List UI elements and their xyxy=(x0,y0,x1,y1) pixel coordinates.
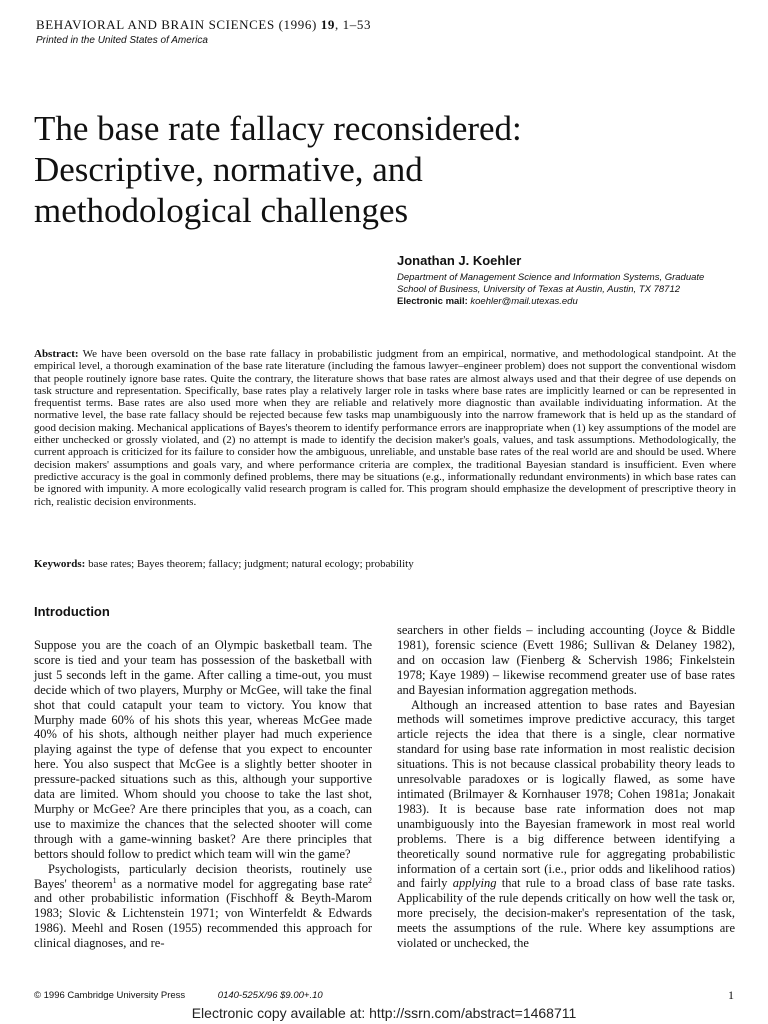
emphasis: applying xyxy=(452,876,497,891)
journal-name: BEHAVIORAL AND BRAIN SCIENCES (1996) xyxy=(36,17,317,32)
ssrn-link[interactable]: Electronic copy available at: http://ssrn.com/abstract=1468711 xyxy=(191,1005,577,1021)
keywords xyxy=(34,558,736,570)
paragraph: searchers in other fields – including accounting (Joyce & Biddle 1981), forensic science (Evett 1986; Sullivan & Delaney 1982), and on occasion law (Fienberg & Schervish 1986; Finkelstein 1978; Kaye 1989) – likewise recommend greater use of base rates and Bayesian information aggregation methods. xyxy=(397,623,735,697)
footnote-ref[interactable]: 1 xyxy=(112,875,117,885)
paragraph: Psychologists, particularly decision theorists, routinely use Bayes' theorem$^1$ as a normative model for aggregating base rate$^2$ and other probabilistic information (Fischhoff & Beyth-Marom 1983; Slovic & Lichtenstein 1971; von Winterfeldt & Edwards 1986). Meehl and Rosen (1955) recommended this approach for clinical diagnoses, and re- xyxy=(34,861,372,951)
abstract-label: Abstract: xyxy=(34,348,79,360)
page-number: 1 xyxy=(728,988,734,1002)
journal-volume: 19 xyxy=(320,17,335,32)
footnote-ref[interactable]: 2 xyxy=(368,875,372,885)
printed-note: Printed in the United States of America xyxy=(36,35,208,46)
email-label: Electronic mail: xyxy=(397,296,468,307)
copyright-text: © 1996 Cambridge University Press xyxy=(34,990,186,1001)
email-address[interactable]: koehler@mail.utexas.edu xyxy=(470,296,578,307)
title-line-3: methodological challenges xyxy=(34,191,409,230)
paragraph: Suppose you are the coach of an Olympic basketball team. The score is tied and your team has possession of the basketball with just 5 seconds left in the game. After calling a time-out, you must decide which of two players, Murphy or McGee, will take the final shot that could catapult your team to victory. You know that Murphy made 60% of his shots this year, whereas McGee made 40% of his shots, although neither player had much experience playing against the type of defense that you expect to encounter here. You also suspect that McGee is a slightly better shooter in pressure-packed situations such as this, although your supportive data are limited. Whom should you choose to take the last shot, Murphy or McGee? Are there principles that you, as a coach, can use to maximize the chances that the selected shooter will come through with a game-winning basket? Are there principles that bettors should follow to predict which team will win the game? xyxy=(34,638,372,861)
author-block xyxy=(397,253,737,308)
paragraph: Although an increased attention to base rates and Bayesian methods will sometimes improve predictive accuracy, this target article rejects the idea that there is a single, clear normative standard for using base rate information in most realistic decision situations. This is not because classical probability theory leads to unresolvable paradoxes or is logically flawed, as some have intimated (Brilmayer & Kornhauser 1978; Cohen 1981a; Jonakait 1983). It is because base rate information does not map unambiguously into the Bayesian framework in most real world problems. There is a big difference between identifying a theoretically sound normative rule for aggregating probabilistic information of a certain sort (i.e., prior odds and likelihood ratios) and fairly applying that rule to a broad class of base rate tasks. Applicability of the rule depends critically on how well the task or, more precisely, the decision-maker's representation of the task, meets the assumptions of the rule. Where key assumptions are violated or unchecked, the xyxy=(397,697,736,951)
author-affiliation-1: Department of Management Science and Information Systems, Graduate xyxy=(397,272,705,283)
abstract-text: We have been oversold on the base rate fallacy in probabilistic judgment from an empirical, normative, and methodological standpoint. At the empirical level, a thorough examination of the base rate literature (including the famous lawyer–engineer problem) does not support the conventional wisdom that people routinely ignore base rates. Quite the contrary, the literature shows that base rates are almost always used and that their degree of use depends on task structure and representation. Specifically, base rates play a relatively larger role in tasks where base rates are implicitly learned or can be represented in frequentist terms. Base rates are also used more when they are reliable and relatively more diagnostic than available individuating information. At the normative level, the base rate fallacy should be rejected because few tasks map unambiguously into the narrow framework that is held up as the standard of good decision making. Mechanical applications of Bayes's theorem to identify performance errors are inappropriate when (1) key assumptions of the model are either unchecked or grossly violated, and (2) no attempt is made to identify the decision maker's goals, values, and task assumptions. Methodologically, the current approach is criticized for its failure to consider how the ambiguous, unreliable, and unstable base rates of the real world are and should be used. Where decision makers' assumptions and goals vary, and where performance criteria are complex, the traditional Bayesian standard is insufficient. Even where predictive accuracy is the goal in commonly defined problems, there may be situations (e.g., informationally redundant environments) in which base rates can be ignored with impunity. A more ecologically valid research program is called for. This program should emphasize the development of prescriptive theory in rich, realistic decision environments. xyxy=(34,348,736,508)
abstract xyxy=(34,348,736,508)
author-affiliation-2: School of Business, University of Texas at Austin, Austin, TX 78712 xyxy=(397,284,681,295)
article-title xyxy=(34,108,694,231)
footer-copyright xyxy=(34,990,323,1001)
journal-header xyxy=(36,17,371,33)
issn-code: 0140-525X/96 $9.00+.10 xyxy=(217,990,323,1001)
title-line-1: The base rate fallacy reconsidered: xyxy=(34,109,522,148)
body-column-right xyxy=(397,623,735,951)
author-email-line xyxy=(397,296,737,308)
title-line-2: Descriptive, normative, and xyxy=(34,150,423,189)
author-name: Jonathan J. Koehler xyxy=(397,253,522,268)
keywords-label: Keywords: xyxy=(34,558,86,570)
section-heading-introduction: Introduction xyxy=(34,604,110,619)
body-column-left xyxy=(34,638,372,951)
keywords-text: base rates; Bayes theorem; fallacy; judgment; natural ecology; probability xyxy=(88,558,414,570)
journal-pages: , 1–53 xyxy=(334,17,372,32)
